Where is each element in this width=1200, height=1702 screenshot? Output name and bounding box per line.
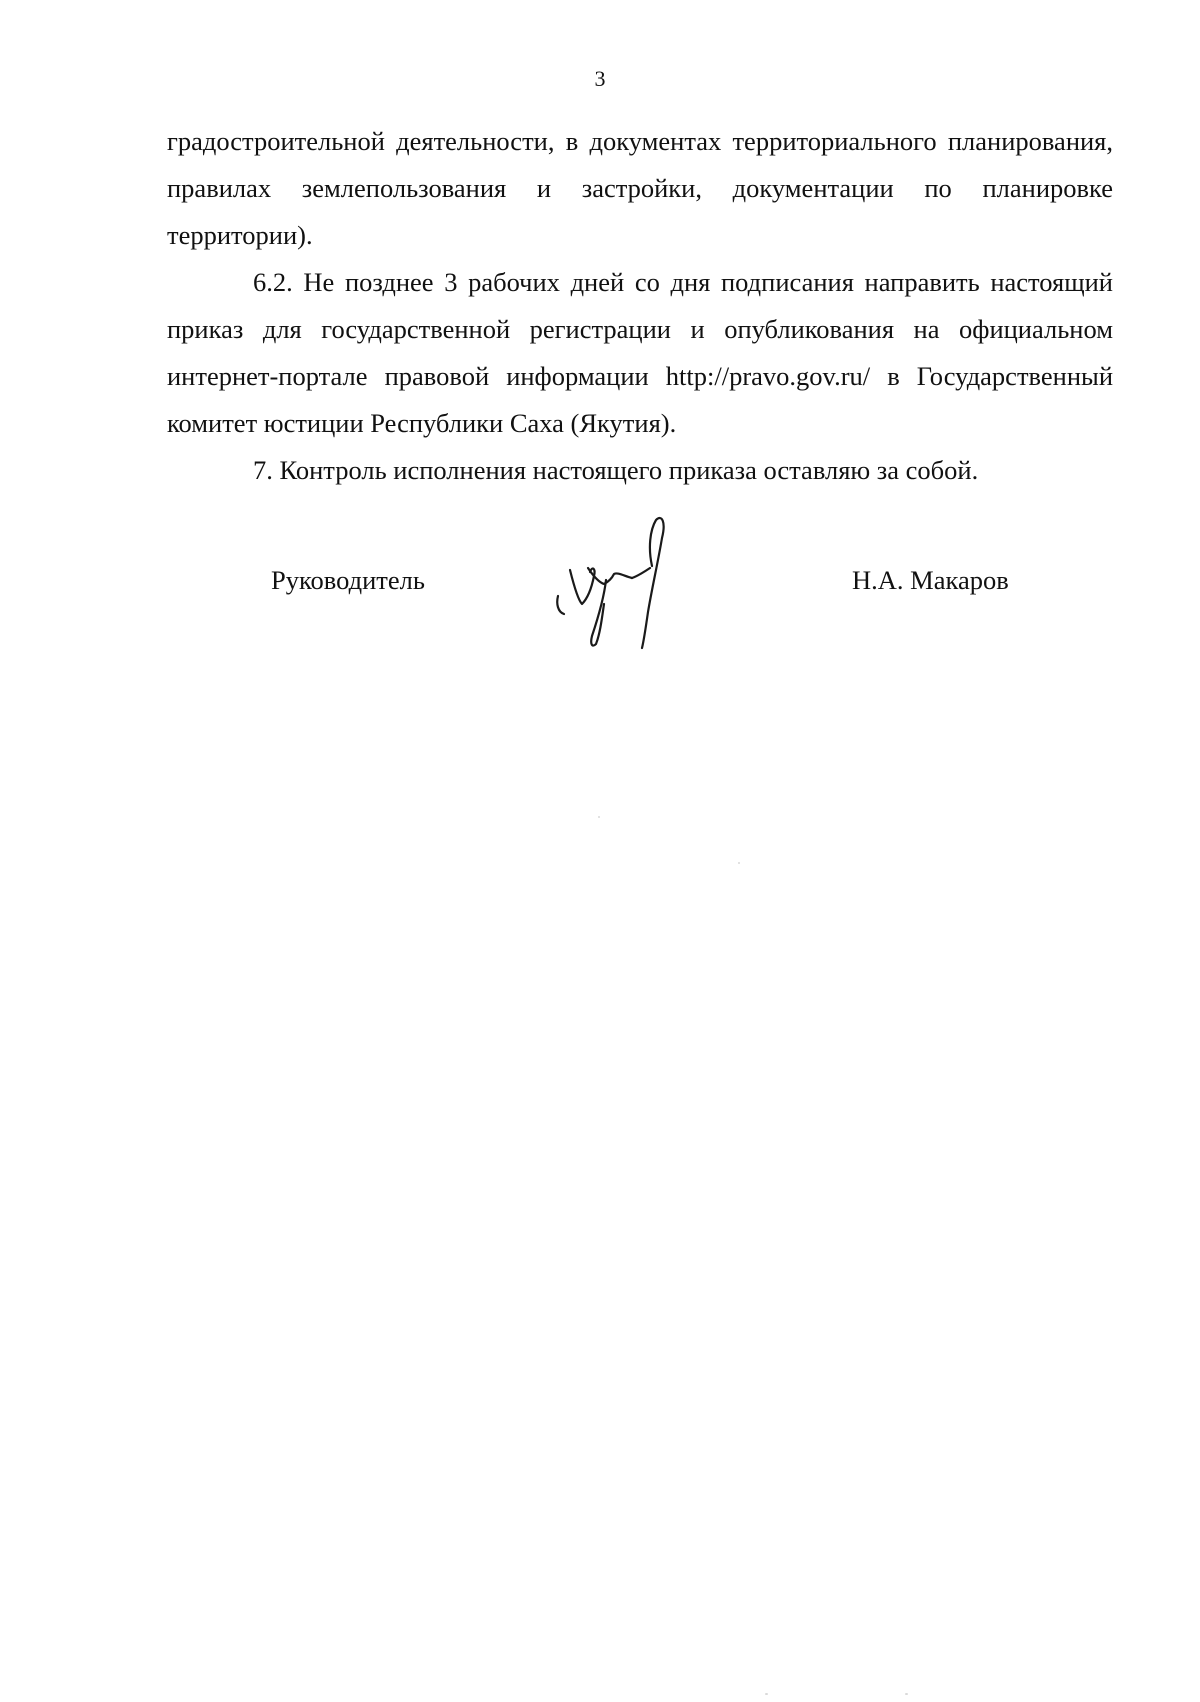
signatory-name: Н.А. Макаров (852, 565, 1009, 595)
scan-speck (738, 862, 740, 864)
scan-speck (905, 1693, 908, 1695)
handwritten-signature-icon (552, 508, 682, 653)
paragraph-continuation: градостроительной деятельности, в документах территориального планирования, правилах землепользования и застройки, документации по планировке территории). (167, 126, 1113, 250)
paragraph-7: 7. Контроль исполнения настоящего приказа оставляю за собой. (253, 455, 979, 485)
scan-speck (598, 816, 600, 818)
signatory-title: Руководитель (271, 565, 425, 595)
page-number: 3 (594, 66, 606, 91)
signature-block (0, 558, 1200, 678)
scan-speck (765, 1693, 768, 1695)
document-body (167, 118, 1113, 494)
paragraph-6-2: 6.2. Не позднее 3 рабочих дней со дня подписания направить настоящий приказ для государственной регистрации и опубликования на официальном интернет-портале правовой информации http://pravo.gov.ru/ в Государственный комитет юстиции Республики Саха (Якутия). (167, 267, 1113, 438)
